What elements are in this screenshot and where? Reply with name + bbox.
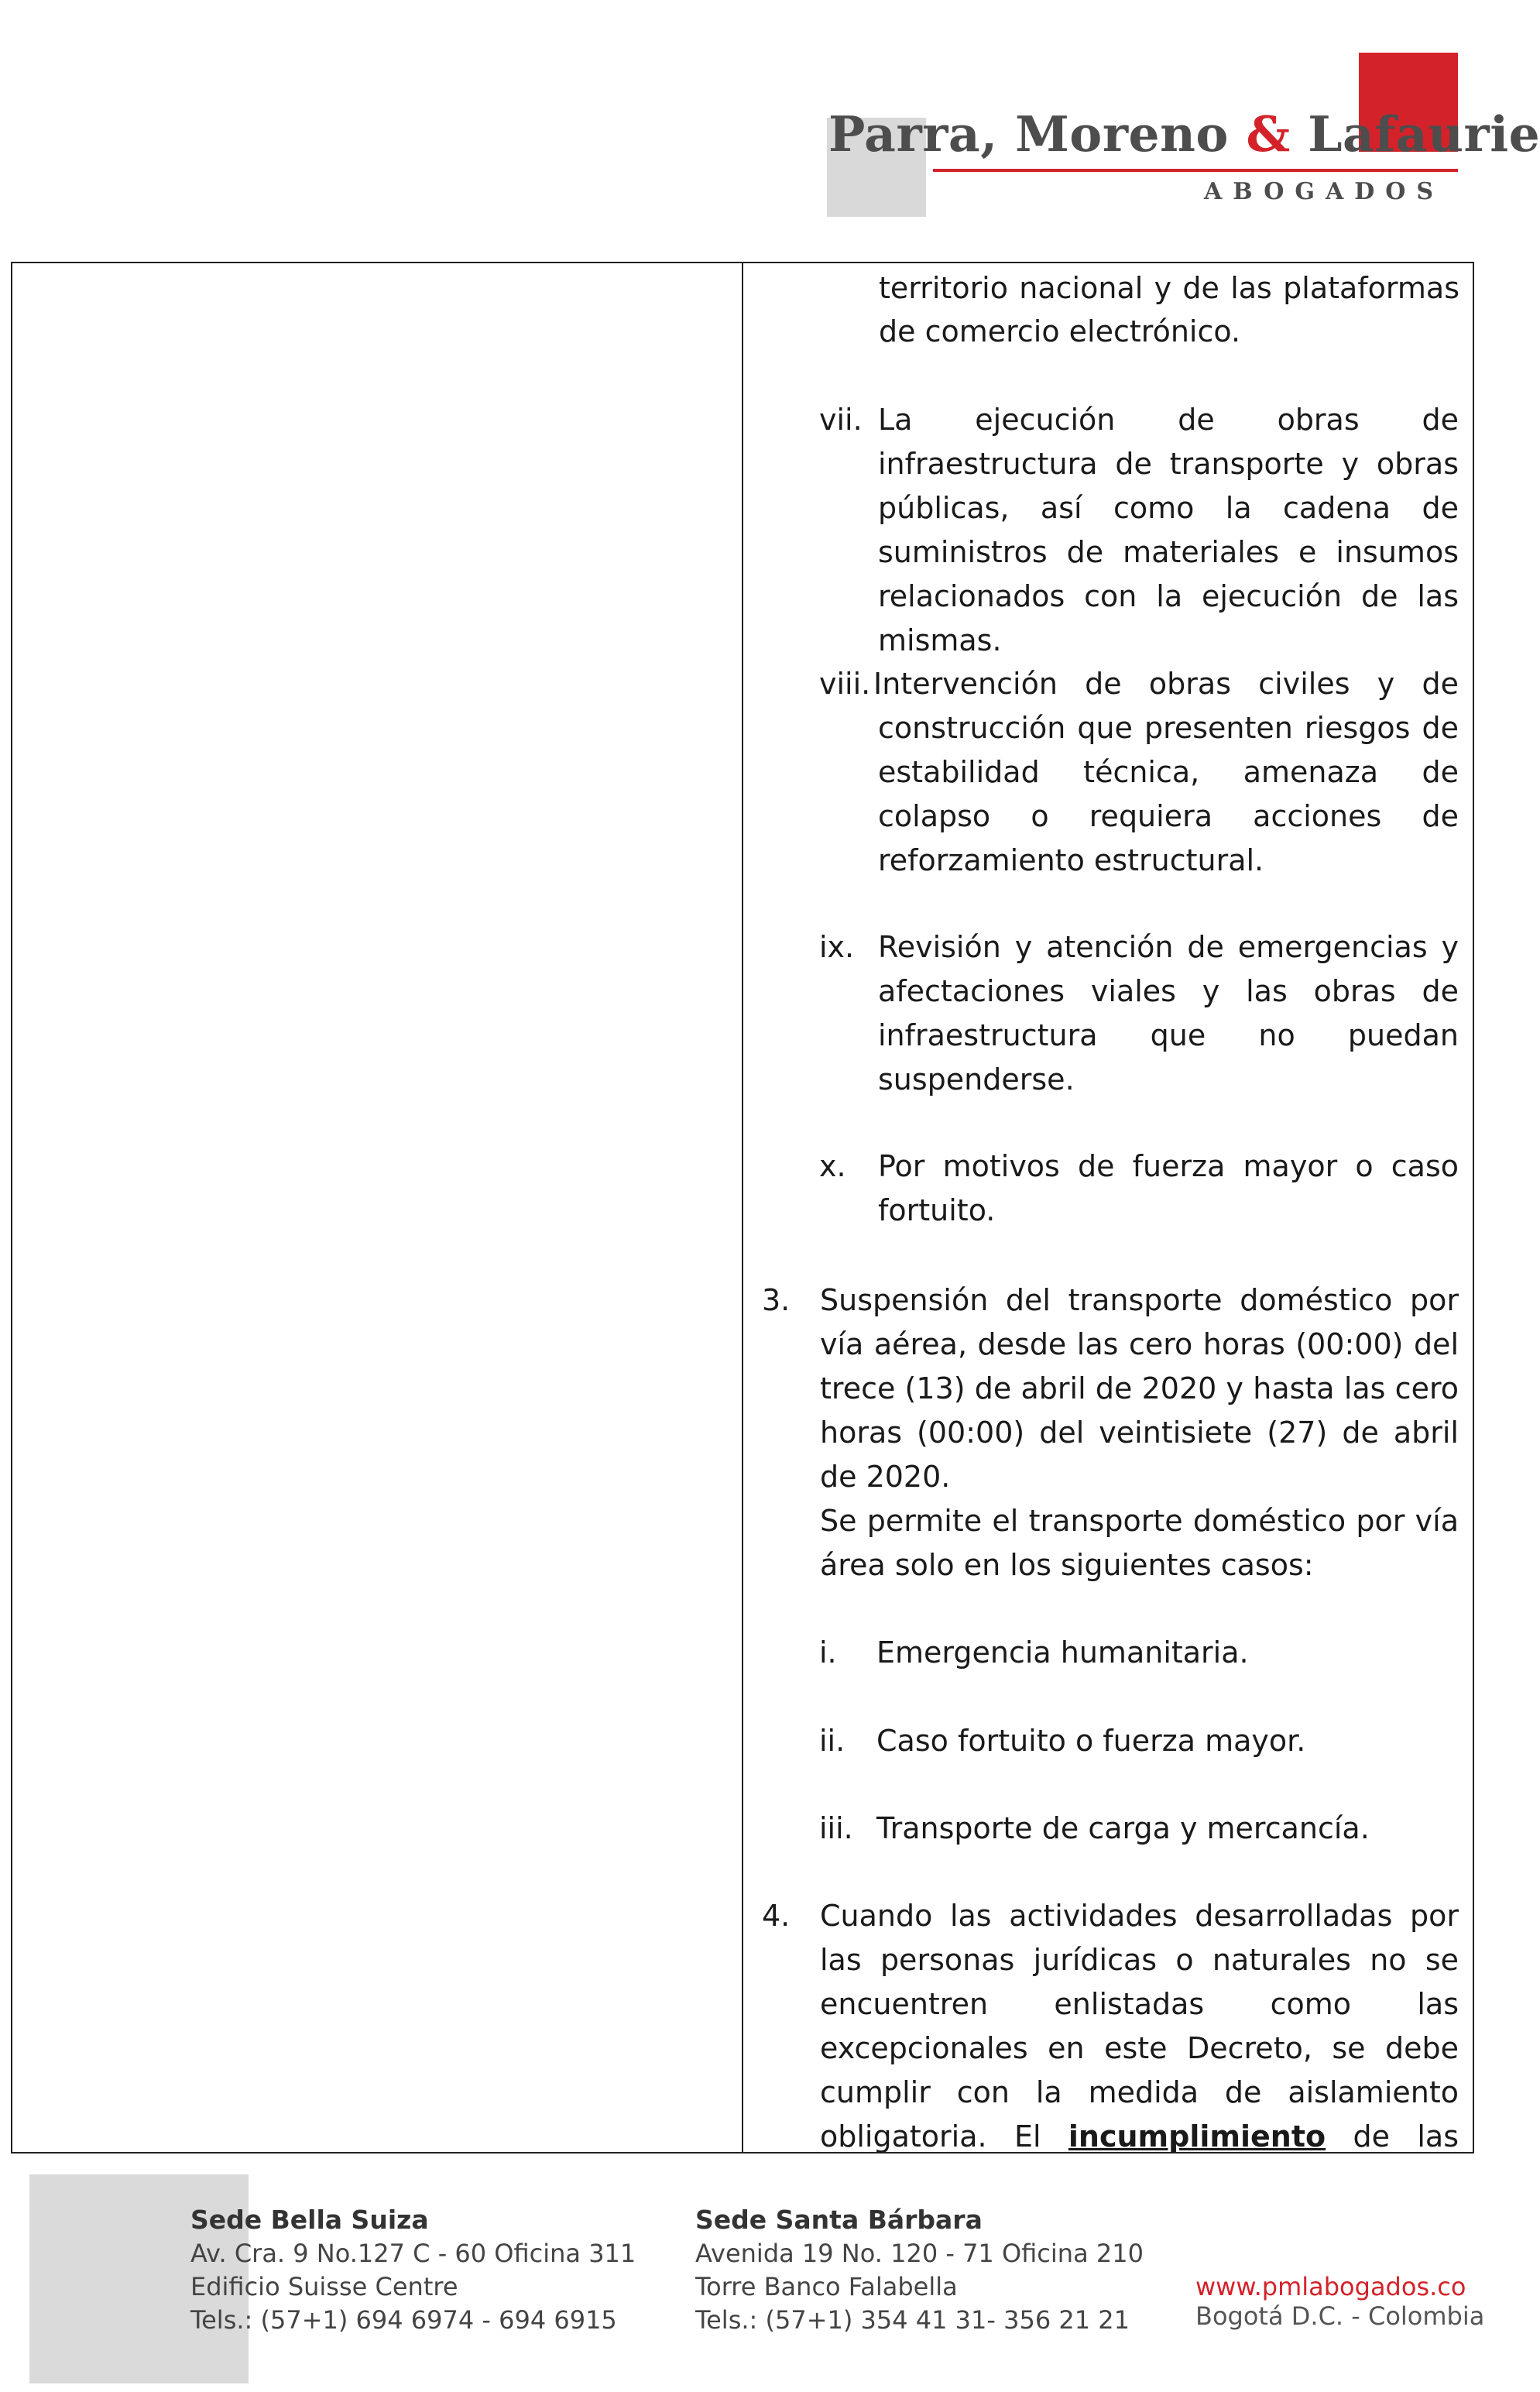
logo-ampersand: & [1246, 105, 1291, 163]
item-3-text: Suspensión del transporte doméstico por vía aérea, desde las cero horas (00:00) del trece (13) de abril de 2020 y hasta las cero horas (00:00) del veintisiete (27) de abril de 2020. [820, 1283, 1459, 1494]
logo-underline [933, 169, 1458, 172]
sub-item-i-marker: i. [819, 1635, 837, 1670]
sub-item-i-text: Emergencia humanitaria. [876, 1635, 1249, 1670]
logo-name-part2: Lafaurie [1290, 105, 1540, 163]
sub-item-ii-marker: ii. [819, 1724, 845, 1758]
item-4-text-after: de las [1326, 2119, 1459, 2153]
item-x-marker: x. [819, 1149, 846, 1183]
item-4-text [820, 1894, 1459, 2158]
logo-firm-name [828, 99, 1540, 169]
office2-phones: Tels.: (57+1) 354 41 31- 356 21 21 [695, 2305, 1130, 2335]
item-3-marker: 3. [762, 1283, 791, 1317]
logo-name-part1: Parra, Moreno [828, 105, 1247, 163]
table-column-divider [742, 262, 743, 2153]
item-ix-marker: ix. [819, 930, 855, 964]
footer-city: Bogotá D.C. - Colombia [1195, 2301, 1485, 2331]
item-viii-text: Intervención de obras civiles y de construcción que presenten riesgos de estabilidad técnica, amenaza de colapso o requiera acciones de reforzamiento estructural. [873, 667, 1459, 877]
website-link[interactable]: www.pmlabogados.co [1195, 2272, 1466, 2301]
sub-item-iii-marker: iii. [819, 1811, 853, 1845]
continuation-line-1: territorio nacional y de las plataformas [879, 271, 1459, 305]
item-4-text-before: Cuando las actividades desarrolladas por las personas jurídicas o naturales no se encuentren enlistadas como las excepcionales en este Decreto, se debe cumplir con la medida de aislamiento obligatoria. El [820, 1899, 1459, 2153]
item-ix-text: Revisión y atención de emergencias y afectaciones viales y las obras de infraestructura que no puedan suspenderse. [878, 930, 1459, 1096]
office2-title: Sede Santa Bárbara [695, 2205, 983, 2235]
sub-item-iii-text: Transporte de carga y mercancía. [876, 1811, 1370, 1845]
office1-phones: Tels.: (57+1) 694 6974 - 694 6915 [190, 2305, 617, 2335]
item-vii-text: La ejecución de obras de infraestructura de transporte y obras públicas, así como la cadena de suministros de materiales e insumos relacionados con la ejecución de las mismas. [878, 403, 1459, 657]
item-vii-marker: vii. [819, 403, 863, 437]
sub-item-ii-text: Caso fortuito o fuerza mayor. [876, 1724, 1306, 1758]
office2-building: Torre Banco Falabella [695, 2272, 958, 2301]
item-viii-marker: viii. [819, 667, 871, 701]
item-3-paragraph: Se permite el transporte doméstico por vía área solo en los siguientes casos: [820, 1504, 1459, 1582]
continuation-line-2: de comercio electrónico. [879, 314, 1241, 348]
logo-subtitle: ABOGADOS [1204, 178, 1445, 205]
office1-address: Av. Cra. 9 No.127 C - 60 Oficina 311 [190, 2239, 636, 2268]
office2-address: Avenida 19 No. 120 - 71 Oficina 210 [695, 2239, 1144, 2268]
item-4-marker: 4. [762, 1899, 791, 1933]
office1-title: Sede Bella Suiza [190, 2205, 429, 2235]
office1-building: Edificio Suisse Centre [190, 2272, 458, 2301]
item-x-text: Por motivos de fuerza mayor o caso fortuito. [878, 1149, 1459, 1227]
item-4-bold-word: incumplimiento [1068, 2119, 1326, 2153]
